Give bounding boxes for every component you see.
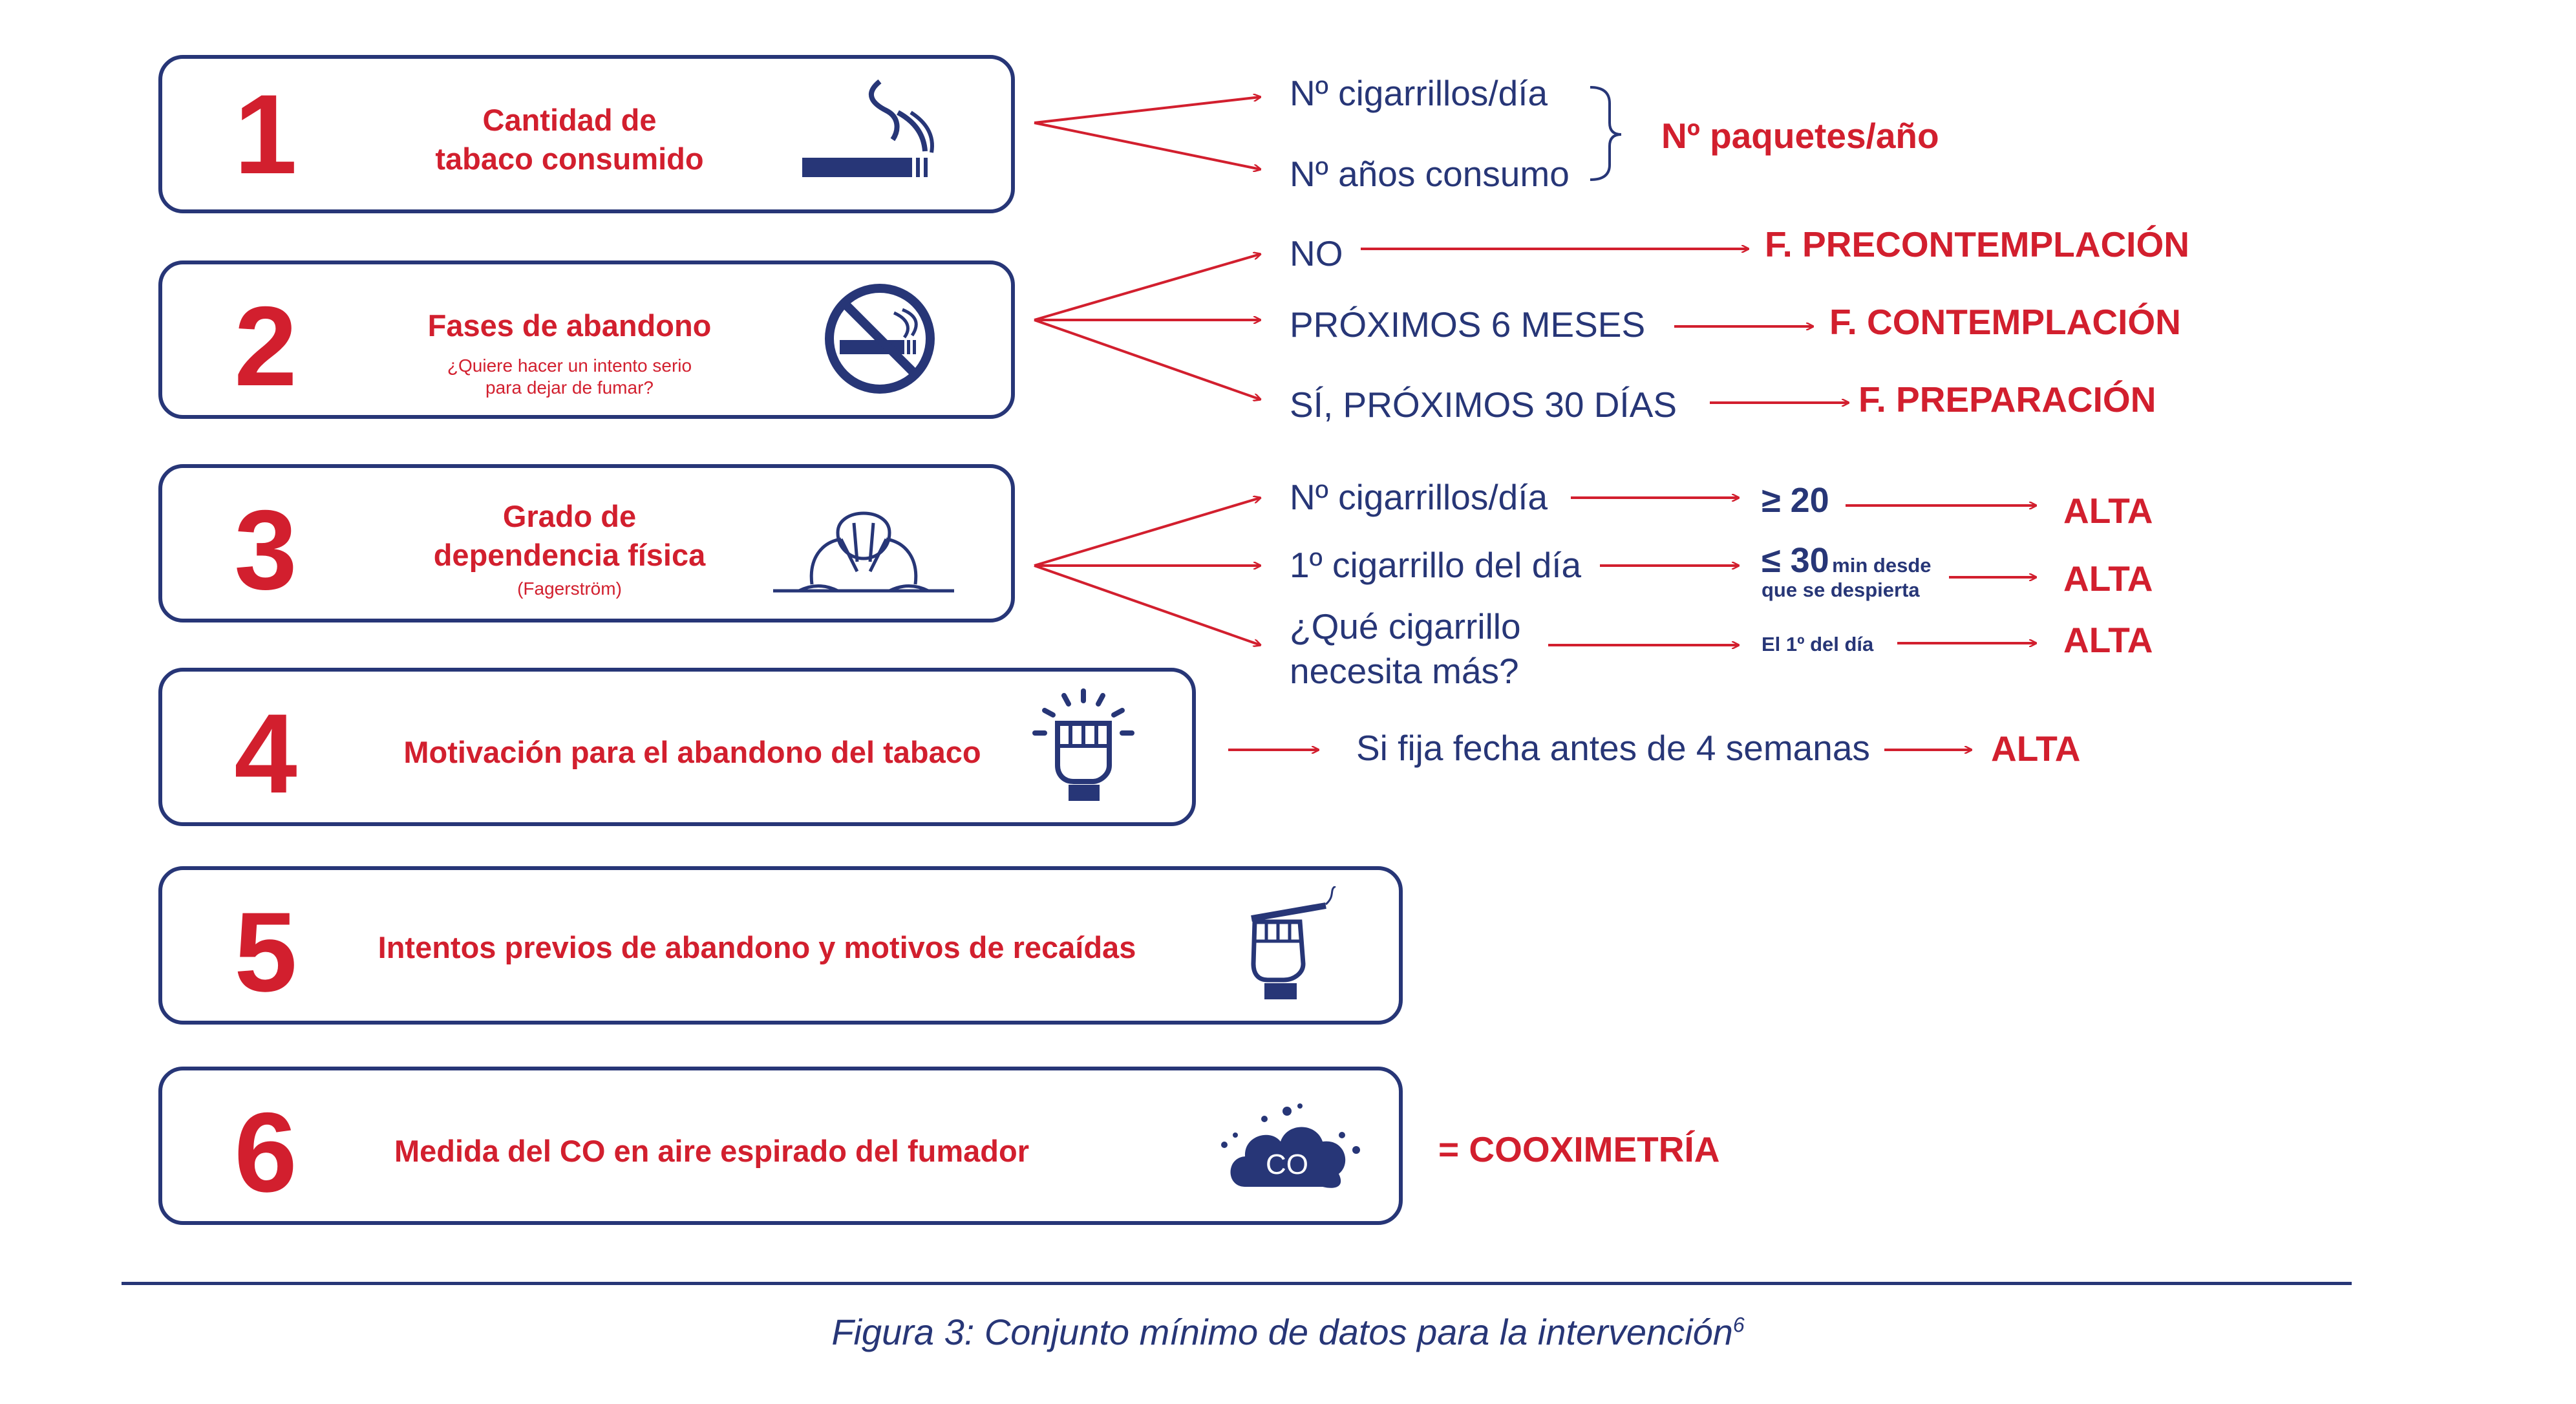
box-1 (158, 55, 1015, 213)
row3-c2-line2: que se despierta (1762, 579, 1920, 601)
box-2-subtitle-line1: ¿Quiere hacer un intento serio (447, 356, 692, 376)
co-cloud-icon (1219, 1100, 1361, 1197)
box-2-title: Fases de abandono (427, 308, 712, 343)
row1-item1: Nº cigarrillos/día (1290, 73, 1548, 113)
row3-result-1: ALTA (2063, 491, 2153, 531)
box-1-title (401, 101, 738, 178)
caption-reference: 6 (1732, 1313, 1745, 1337)
row2-option-6m: PRÓXIMOS 6 MESES (1290, 304, 1646, 345)
row6-result: = COOXIMETRÍA (1438, 1129, 1720, 1169)
arrow-row1-item2 (1034, 123, 1261, 169)
box-1-title-line2: tabaco consumido (435, 142, 704, 176)
raised-fist-icon (1028, 688, 1138, 807)
row4-text: Si fija fecha antes de 4 semanas (1356, 728, 1870, 768)
row2-result-precontemplacion: F. PRECONTEMPLACIÓN (1765, 224, 2189, 264)
hand-crushing-cigarette-icon (1229, 886, 1345, 1006)
box-3-title-line2: dependencia física (433, 538, 706, 573)
box-1-title-line1: Cantidad de (482, 103, 657, 137)
figure-caption (0, 1311, 2576, 1353)
row3-q2: 1º cigarrillo del día (1290, 545, 1582, 585)
row3-result-2: ALTA (2063, 558, 2153, 599)
row3-c2-big: ≤ 30 (1762, 541, 1829, 580)
row3-q3-line1: ¿Qué cigarrillo (1290, 606, 1521, 646)
row4-result: ALTA (1991, 729, 2081, 769)
row3-c3: El 1º del día (1762, 633, 1874, 655)
arrow-row2-30d (1034, 320, 1261, 399)
box-3 (158, 464, 1015, 622)
box-6-title: Medida del CO en aire espirado del fumador (394, 1134, 1029, 1168)
arrow-row2-no (1034, 254, 1261, 320)
row3-c1: ≥ 20 (1762, 481, 1829, 520)
row1-result: Nº paquetes/año (1661, 116, 1939, 156)
box-4 (158, 668, 1196, 826)
no-smoking-icon (822, 281, 938, 397)
box-2-subtitle-line2: para dejar de fumar? (485, 378, 654, 398)
brace (1590, 87, 1621, 180)
box-6 (158, 1067, 1403, 1225)
arrow-row3-q3 (1034, 566, 1261, 645)
divider (122, 1282, 2352, 1285)
row2-option-30d: SÍ, PRÓXIMOS 30 DÍAS (1290, 385, 1677, 425)
row3-q1: Nº cigarrillos/día (1290, 477, 1548, 517)
box-3-subtitle: (Fagerström) (517, 579, 622, 599)
row3-c2-small: min desde (1832, 554, 1932, 577)
box-3-title-line1: Grado de (502, 499, 637, 533)
row3-q3 (1290, 604, 1521, 694)
box-4-title: Motivación para el abandono del tabaco (403, 735, 981, 769)
box-2 (158, 261, 1015, 419)
distressed-person-icon (773, 487, 954, 604)
box-6-number: 6 (234, 1090, 297, 1216)
row3-c2 (1762, 542, 1932, 580)
row2-result-preparacion: F. PREPARACIÓN (1858, 379, 2156, 420)
box-3-number: 3 (234, 487, 297, 613)
row2-option-no: NO (1290, 233, 1343, 273)
box-5-title: Intentos previos de abandono y motivos de recaídas (378, 930, 1136, 964)
box-5-number: 5 (234, 889, 297, 1016)
box-3-title (401, 497, 738, 575)
caption-text: Figura 3: Conjunto mínimo de datos para la intervención (831, 1312, 1733, 1352)
row3-result-3: ALTA (2063, 620, 2153, 660)
cigarette-smoke-icon (802, 75, 938, 188)
co-label: CO (1266, 1149, 1308, 1180)
box-5 (158, 866, 1403, 1025)
box-4-number: 4 (234, 691, 297, 817)
arrow-row1-item1 (1034, 97, 1261, 123)
box-1-number: 1 (234, 72, 297, 198)
box-2-subtitle (408, 355, 731, 399)
box-2-number: 2 (234, 284, 297, 410)
row2-result-contemplacion: F. CONTEMPLACIÓN (1829, 302, 2181, 342)
arrow-row3-q1 (1034, 498, 1261, 566)
row1-item2: Nº años consumo (1290, 154, 1570, 194)
row3-q3-line2: necesita más? (1290, 650, 1519, 691)
